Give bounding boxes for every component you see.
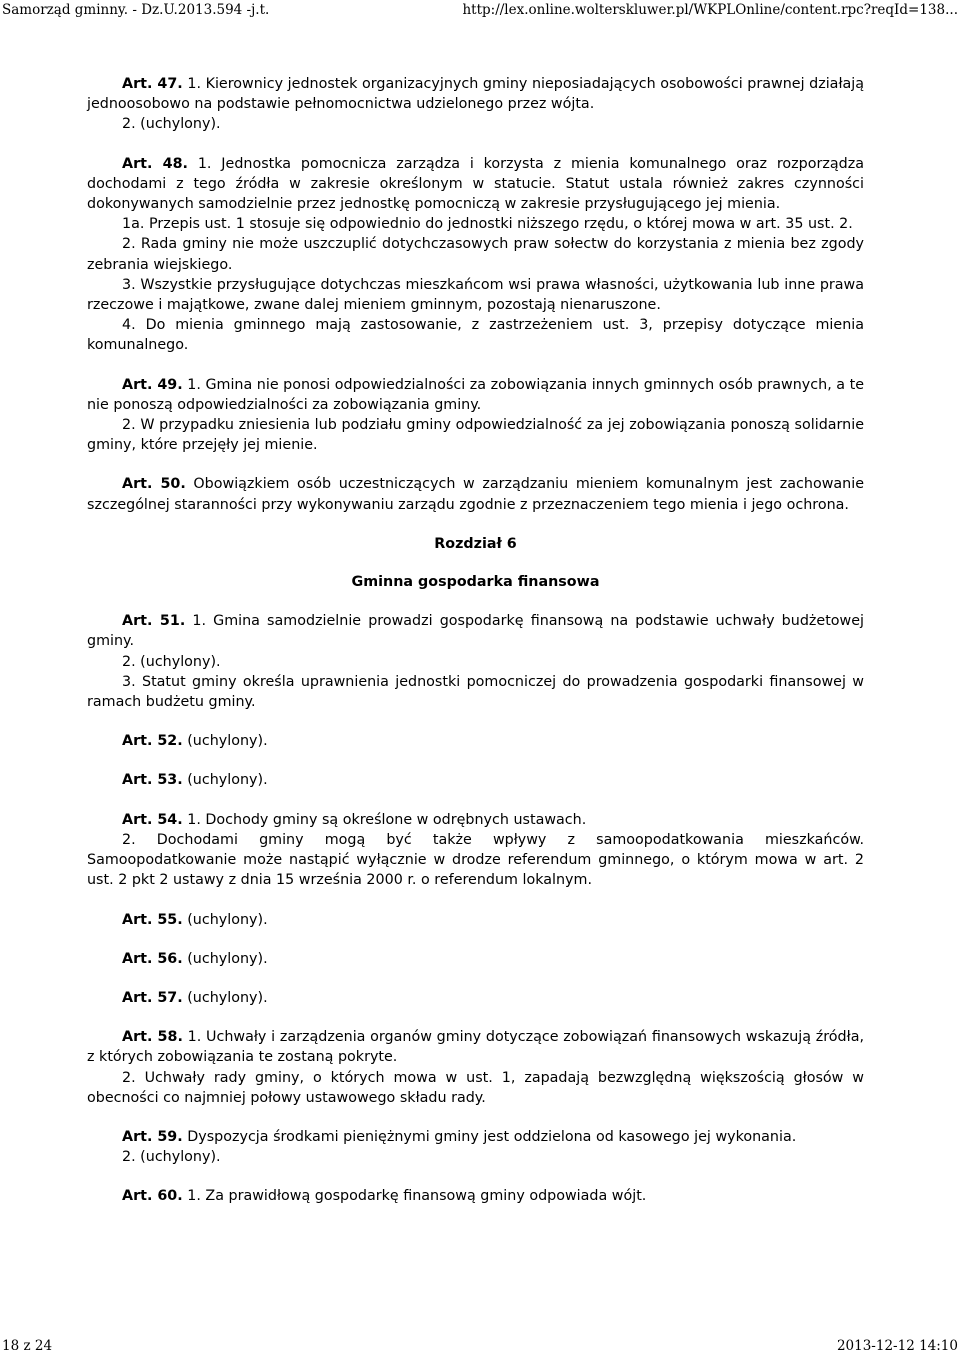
article-47-para-1: Art. 47. 1. Kierownicy jednostek organizacyjnych gminy nieposiadających osobowości prawnej działają jednoosobowo na podstawie pełnomocnictwa udzielonego przez wójta. [87,76,865,113]
article-49-para-2: 2. W przypadku zniesienia lub podziału gminy odpowiedzialność za jej zobowiązania ponoszą solidarnie gminy, które przejęły jej mienie. [87,417,864,454]
article-47-para-2: 2. (uchylony). [122,116,221,133]
article-51-para-3: 3. Statut gminy określa uprawnienia jednostki pomocniczej do prowadzenia gospodarki finansowej w ramach budżetu gminy. [87,673,864,711]
article-56-para-1: Art. 56. (uchylony). [122,950,268,967]
article-55-para-1: Art. 55. (uchylony). [122,911,268,928]
article-49-para-1: Art. 49. 1. Gmina nie ponosi odpowiedzialności za zobowiązania innych gminnych osób prawnych, a te nie ponoszą odpowiedzialności za zobowiązania gminy. [87,376,864,413]
document-body [87,74,864,1207]
article-59-para-2: 2. (uchylony). [122,1149,221,1166]
article-50-para-1: Art. 50. Obowiązkiem osób uczestniczących w zarządzaniu mieniem komunalnym jest zachowanie szczególnej staranności przy wykonywaniu zarządu zgodnie z przeznaczeniem tego mienia i jego ochrona. [87,476,864,513]
article-48-para-2: 2. Rada gminy nie może uszczuplić dotychczasowych praw sołectw do korzystania z mienia bez zgody zebrania wiejskiego. [87,236,864,273]
chapter-number: Rozdział 6 [434,535,517,552]
article-48-para-3: 3. Wszystkie przysługujące dotychczas mieszkańcom wsi prawa własności, użytkowania lub inne prawa rzeczowe i majątkowe, zwane dalej mieniem gminnym, pozostają nienaruszone. [87,276,864,314]
article-54-para-2: 2. Dochodami gminy mogą być także wpływy z samoopodatkowania mieszkańców. Samoopodatkowanie może nastąpić wyłącznie w drodze referendum gminnego, o którym mowa w art. 2 ust. 2 pkt 2 ustawy z dnia 15 września 2000 r. o referendum lokalnym. [87,831,864,889]
article-48-para-1: Art. 48. 1. Jednostka pomocnicza zarządza i korzysta z mienia komunalnego oraz rozporządza dochodami z tego źródła w zakresie określonym w statucie. Statut ustala również zakres czynności dokonywanych samodzielnie przez jednostkę pomocniczą w zakresie przysługującego jej mienia. [87,155,864,213]
article-53-label: Art. 53. [122,772,183,789]
page-url: http://lex.online.wolterskluwer.pl/WKPLOnline/content.rpc?reqId=138... [462,2,958,18]
article-48-para-1a: 1a. Przepis ust. 1 stosuje się odpowiednio do jednostki niższego rzędu, o której mowa w art. 35 ust. 2. [122,216,853,233]
article-48-para-4: 4. Do mienia gminnego mają zastosowanie, z zastrzeżeniem ust. 3, przepisy dotyczące mienia komunalnego. [87,317,864,354]
article-59-para-1: Art. 59. Dyspozycja środkami pieniężnymi gminy jest oddzielona od kasowego jej wykonania. [122,1128,797,1145]
print-timestamp: 2013-12-12 14:10 [836,1338,958,1354]
article-58-para-2: 2. Uchwały rady gminy, o których mowa w ust. 1, zapadają bezwzględną większością głosów w obecności co najmniej połowy ustawowego składu rady. [87,1069,864,1106]
article-52-label: Art. 52. [122,733,183,750]
article-55-label: Art. 55. [122,911,183,928]
article-58-para-1: Art. 58. 1. Uchwały i zarządzenia organów gminy dotyczące zobowiązań finansowych wskazują źródła, z których zobowiązania te zostaną pokryte. [87,1029,864,1066]
article-51-para-1: Art. 51. 1. Gmina samodzielnie prowadzi gospodarkę finansową na podstawie uchwały budżetowej gminy. [87,613,865,650]
article-52-para-1: Art. 52. (uchylony). [122,733,268,750]
article-53-para-1: Art. 53. (uchylony). [122,772,268,789]
article-59-label: Art. 59. [122,1128,183,1145]
article-60-label: Art. 60. [122,1188,183,1205]
article-48-label: Art. 48. [122,155,188,172]
page-counter: 18 z 24 [2,1338,53,1354]
article-47-label: Art. 47. [122,76,183,92]
article-57-label: Art. 57. [122,989,183,1006]
article-60-para-1: Art. 60. 1. Za prawidłową gospodarkę finansową gminy odpowiada wójt. [122,1188,647,1205]
chapter-title: Gminna gospodarka finansowa [351,574,600,591]
article-50-label: Art. 50. [122,476,186,493]
article-51-para-2: 2. (uchylony). [122,653,221,670]
article-51-label: Art. 51. [122,613,186,630]
article-54-label: Art. 54. [122,811,183,828]
article-49-label: Art. 49. [122,376,183,393]
article-56-label: Art. 56. [122,950,183,967]
article-54-para-1: Art. 54. 1. Dochody gminy są określone w odrębnych ustawach. [122,811,587,828]
article-57-para-1: Art. 57. (uchylony). [122,989,268,1006]
article-58-label: Art. 58. [122,1029,183,1046]
browser-page-title: Samorząd gminny. - Dz.U.2013.594 -j.t. [2,2,270,18]
